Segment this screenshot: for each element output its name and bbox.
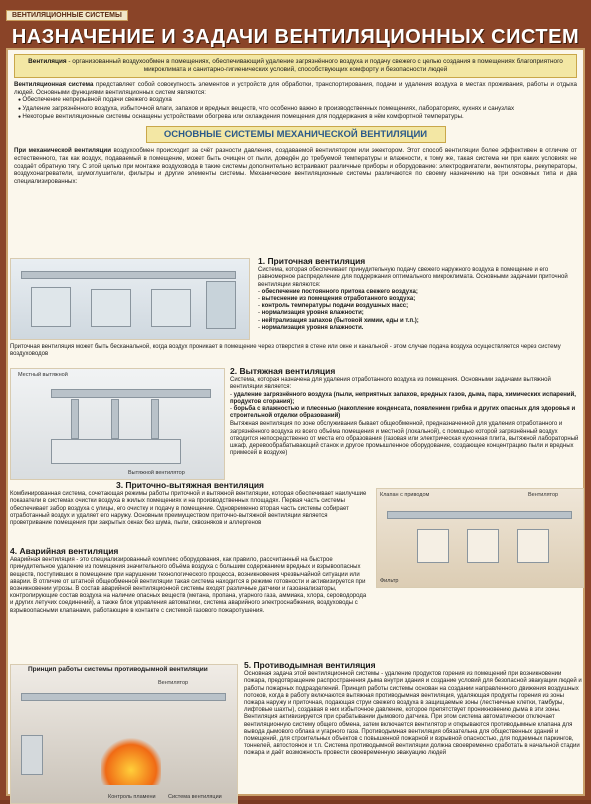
supply-item: нейтрализация запахов (бытовой химии, еды и т.п.); xyxy=(261,317,419,324)
emergency-text: Аварийная вентиляция - это специализированный комплекс оборудования, как правило, рассчитанный на быстрое принудительное удаление из помещения значительного объёма воздуха с большим содержанием вредных и взрывоопасных веществ, поступивших в помещение при нарушении технологического процесса, возникновения чрезвычайной ситуации или аварии. В отличие от штатной общеобменной вентиляции такая система находится в режиме готовности и активизируется при возникновении угрозы. В состав аварийной вентиляционной системы входят различные датчики и газоанализаторы, контролирующие состав воздуха на наличие опасных веществ (метана, пропана, угарного газа, аммиака, хлора, сероводорода и других летучих соединений), а также блок управления автоматики, система аварийного электроснабжения, воздуховоды с взрывоопасными клапанами, работающие в контакте с системой газового пожаротушения. xyxy=(10,557,367,614)
definition-text: - организованный воздухообмен в помещениях, обеспечивающий удаление загрязнённого воздуха и подачу свежего с целью создания в помещениях благоприятного микроклимата и санитарно-гигиенических условий, способствующих комфорту и безопасности людей xyxy=(66,58,563,73)
definition-box xyxy=(14,54,577,78)
exhaust-item: борьба с влажностью и плесенью (накопление конденсата, появлением грибка и других опасных для здоровья и строительной отделки образований) xyxy=(230,406,576,420)
exhaust-list: - удаление загрязнённого воздуха (пыли, неприятных запахов, вредных газов, дыма, пара, химических испарений, продуктов сгорания); - борьба с влажностью и плесенью (накопление конденсата, появлением грибка и других опасных для здоровья и строительной отделки образований) xyxy=(230,391,576,420)
smoke-text: Основная задача этой вентиляционной системы - удаление продуктов горения из помещений при возникновении пожара, предотвращение распространения дыма внутри здания и создание условий для безопасной эвакуации людей и работы пожарных подразделений. Принцип работы системы основан на создании направленного движения воздушных потоков, когда в работу включаются вытяжная противодымная вентиляция, удаляющая продукты горения из зоны пожара наружу и приточная, подающая струи свежего воздуха в защищаемые зоны (лестничные клетки, тамбуры, лифтовые шахты), создавая в них избыточное давление, которое препятствует проникновению дыма в эти зоны. Вентиляция активизируется при срабатывании дымового датчика. При этом система автоматически отключает вентиляционную систему общего обмена, затем включается вентилятор и открываются противодымные клапана для вывода дымового облака и угарного газа. Противодымная вентиляция обязательна для общественных зданий и помещений, для строительных объектов с повышенной пожарной и взрывной опасностью, для подземных паркингов, тоннелей, автостоянок и т.п. Система противодымной вентиляции должна своевременно сработать в начальной стадии пожара и даёт возможность провести своевременную эвакуацию людей xyxy=(244,671,582,757)
fig3-label: Фильтр xyxy=(380,578,399,584)
exhaust-note: Вытяжная вентиляция по зоне обслуживания бывает общеобменной, предназначенной для удаления отработанного и загрязнённого воздуха из всего объёма помещения и местной (локальной), с помощью которой загрязнённый воздух отводится непосредственно от места его образования (газовая или электрическая кухонная плита, вытяжной лабораторный шкаф, деревообрабатывающий станок и другое промышленное оборудование, создающее концентрацию пыли и вредных примесей в воздухе) xyxy=(230,421,579,457)
fig2-label: Местный вытяжной xyxy=(18,372,68,378)
supply-text: Система, которая обеспечивает принудительную подачу свежего наружного воздуха в помещение и его равномерное распределение для поддержания оптимального микроклимата. Основными задачами приточной вентиляции являются: xyxy=(258,267,568,288)
emergency-heading: 4. Аварийная вентиляция xyxy=(10,546,119,556)
supply-exhaust-text: Комбинированная система, сочетающая режимы работы приточной и вытяжной вентиляции, которая обеспечивает наилучшие показатели в системах очистки воздуха в жилых помещениях и на производственных площадях. Первая часть системы обеспечивает забор воздуха с улицы, его очистку и подачу в помещение. Одновременно вторая часть системы собирает отработанный воздух и удаляет его наружу. Основным преимуществом приточно-вытяжной вентиляции является проветривание помещения при закрытых окнах без шума, пыли, сквозняков и аллергенов xyxy=(10,491,367,527)
supply-note: Приточная вентиляция может быть бесканальной, когда воздух проникает в помещение через отверстия в стене или окне и канальной - этом случае подача воздуха осуществляется через систему воздуховодов xyxy=(10,344,561,358)
system-text: представляет собой совокупность элементов и устройств для обработки, транспортирования, подачи и удаления воздуха в местах проживания, работы и отдыха людей. Основными функциями вентиляционных систем являются: xyxy=(14,81,577,96)
content-sheet xyxy=(6,48,585,800)
supply-exhaust-heading: 3. Приточно-вытяжная вентиляция xyxy=(115,480,265,490)
supply-item: вытеснение из помещения отработанного воздуха; xyxy=(261,296,416,303)
smoke-heading: 5. Противодымная вентиляция xyxy=(244,660,376,670)
exhaust-heading: 2. Вытяжная вентиляция xyxy=(230,366,336,376)
function-item: ● Обеспечение непрерывной подачи свежего воздуха xyxy=(18,96,577,104)
mech-text: воздухообмен происходит за счёт разности давления, создаваемой вентилятором или эжектором. Этот способ вентиляции более эффективен в отличие от естественного, так как воздух, подаваемый в помещение, может быть очищен от пыли, доведён до требуемой температуры и влажности, к тому же, такая система ни при каких условиях не создаёт обратную тягу. С этой целью при монтаже воздуховода в такие системы дополнительно встраивают различные приборы и оборудование: электродвигатели, вентиляторы, рекуператоры, воздухонагреватели, шумоглушители, фильтры и другие элементы системы. Механические вентиляционные системы различаются по своему назначению на три основных типа и два специализированных: xyxy=(14,147,577,185)
supply-item: нормализация уровня влажности. xyxy=(261,324,364,331)
fig3-label: Вентилятор xyxy=(528,492,559,498)
section-exhaust xyxy=(230,368,583,457)
top-label: ВЕНТИЛЯЦИОННЫЕ СИСТЕМЫ xyxy=(6,10,128,21)
supply-item: обеспечение постоянного притока свежего воздуха; xyxy=(261,288,418,295)
section-smoke xyxy=(244,662,584,758)
mech-intro xyxy=(14,147,577,185)
section-emergency xyxy=(10,548,370,615)
supply-item: контроль температуры подачи воздушных масс; xyxy=(261,303,409,310)
definition-term: Вентиляция xyxy=(28,58,67,65)
supply-exhaust-image xyxy=(376,488,584,588)
exhaust-ventilation-image xyxy=(10,368,225,480)
system-definition xyxy=(14,81,577,96)
smoke-figure-title: Принцип работы системы противодымной вентиляции xyxy=(28,666,208,673)
smoke-control-image xyxy=(10,664,238,804)
section-supply xyxy=(258,258,583,332)
functions-list xyxy=(14,96,577,121)
smoke-label: Вентилятор xyxy=(158,680,189,686)
supply-ventilation-image xyxy=(10,258,250,340)
supply-list: - обеспечение постоянного притока свежего воздуха; - вытеснение из помещения отработанного воздуха; - контроль температуры подачи воздушных масс; - нормализация уровня влажности; - нейтрализация запахов (бытовой химии, еды и т.п.); - нормализация уровня влажности. xyxy=(258,288,419,331)
supply-item: нормализация уровня влажности; xyxy=(261,310,364,317)
system-term: Вентиляционная система xyxy=(14,81,94,88)
exhaust-item: удаление загрязнённого воздуха (пыли, неприятных запахов, вредных газов, дыма, пара, химических испарений, продуктов сгорания); xyxy=(230,391,576,405)
fig2-label: Вытяжной вентилятор xyxy=(128,470,185,476)
section-supply-exhaust xyxy=(10,482,370,527)
section-banner: ОСНОВНЫЕ СИСТЕМЫ МЕХАНИЧЕСКОЙ ВЕНТИЛЯЦИИ xyxy=(146,126,446,143)
page-title: НАЗНАЧЕНИЕ И ЗАДАЧИ ВЕНТИЛЯЦИОННЫХ СИСТЕМ xyxy=(11,26,580,48)
smoke-label: Система вентиляции xyxy=(168,794,222,800)
function-item: ● Некоторые вентиляционные системы оснащены устройствами обогрева или охлаждения помещения для поддержания в нём комфортной температуры. xyxy=(18,113,577,121)
function-item: ● Удаление загрязнённого воздуха, избыточной влаги, запахов и вредных веществ, что особенно важно в производственных помещениях, лабораториях, кухнях и санузлах xyxy=(18,105,577,113)
mech-term: При механической вентиляции xyxy=(14,147,111,155)
fig3-label: Клапан с приводом xyxy=(380,492,430,498)
supply-heading: 1. Приточная вентиляция xyxy=(258,256,366,266)
exhaust-text: Система, которая назначена для удаления отработанного воздуха из помещения. Основными задачами вытяжной вентиляции является: xyxy=(230,377,551,391)
smoke-label: Контроль пламени xyxy=(108,794,156,800)
